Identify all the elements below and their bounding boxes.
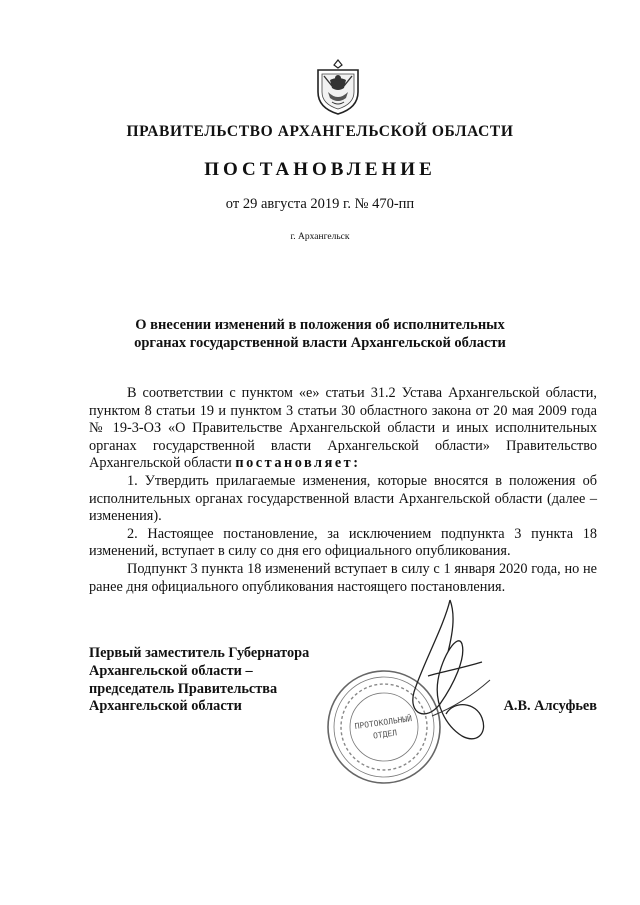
subject-line: О внесении изменений в положения об исполнительных <box>135 317 505 333</box>
handwritten-signature <box>392 596 502 748</box>
document-city: г. Архангельск <box>290 232 350 242</box>
signer-line: Архангельской области <box>89 698 242 715</box>
body-paragraph-intro <box>89 385 597 473</box>
coat-of-arms-emblem <box>312 58 364 116</box>
signer-line: Первый заместитель Губернатора <box>89 645 310 661</box>
decree-colon: : <box>353 455 361 472</box>
stamp-center-line: ОТДЕЛ <box>372 728 398 741</box>
document-type-title: ПОСТАНОВЛЕНИЕ <box>204 159 436 180</box>
signer-line: председатель Правительства <box>89 680 278 697</box>
decree-word: постановляет <box>235 455 354 472</box>
subject-line: органах государственной власти Архангельской области <box>134 335 506 351</box>
signer-line: Архангельской области – <box>89 662 253 679</box>
document-body <box>89 385 597 596</box>
stamp-center-line: ПРОТОКОЛЬНЫЙ <box>354 714 413 732</box>
document-subject <box>80 316 560 352</box>
intro-text: В соответствии с пунктом «е» статьи 31.2 Устава Архангельской области, пунктом 8 статьи 19 и пунктом 3 статьи 30 областного закона от 20 мая 2009 года № 19-3-ОЗ «О Правительстве Архангельской области и иных исполнительных органах государственной власти Архангельской области» Правительство Архангельской области <box>89 385 597 472</box>
body-paragraph-item-3: Подпункт 3 пункта 18 изменений вступает в силу с 1 января 2020 года, но не ранее дня официального опубликования настоящего постановления. <box>89 560 597 595</box>
signer-name: А.В. Алсуфьев <box>503 698 597 714</box>
government-title: ПРАВИТЕЛЬСТВО АРХАНГЕЛЬСКОЙ ОБЛАСТИ <box>126 123 514 140</box>
body-paragraph-item-1: 1. Утвердить прилагаемые изменения, которые вносятся в положения об исполнительных органах государственной власти Архангельской области (далее – изменения). <box>89 472 597 525</box>
body-paragraph-item-2: 2. Настоящее постановление, за исключением подпункта 3 пункта 18 изменений, вступает в силу со дня его официального опубликования. <box>89 525 597 560</box>
document-date-number: от 29 августа 2019 г. № 470-пп <box>225 196 415 212</box>
